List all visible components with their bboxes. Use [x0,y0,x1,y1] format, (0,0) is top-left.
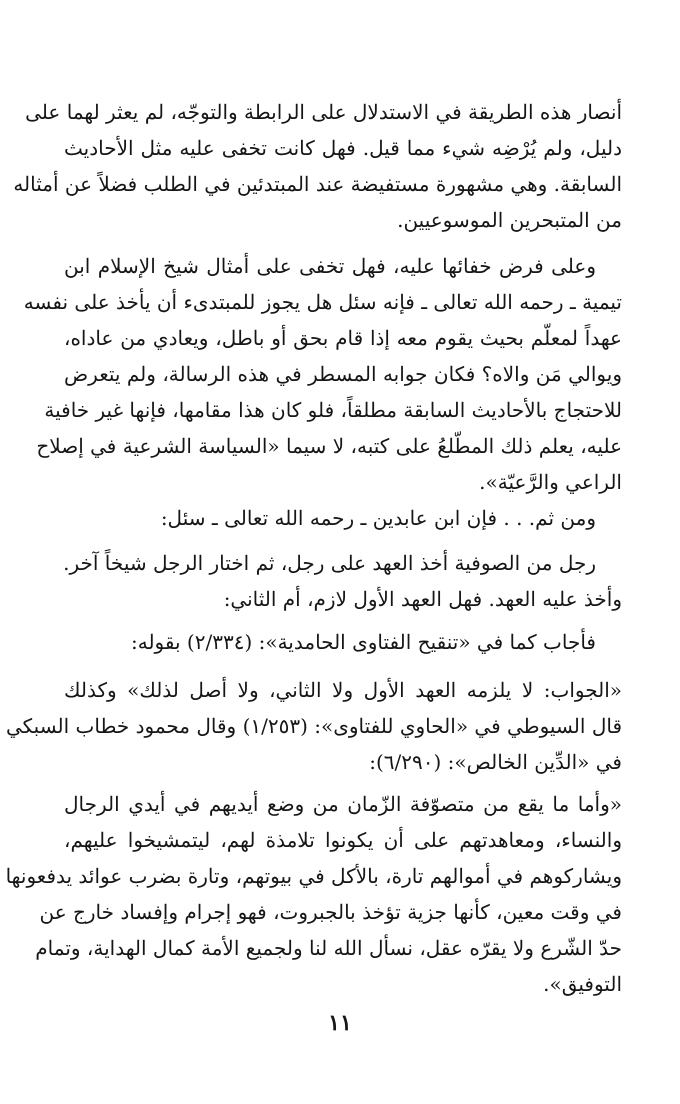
text-line: وأخذ عليه العهد. فهل العهد الأول لازم، أم الثاني: [223,587,622,611]
paragraph-2 [23,248,622,500]
text-line: في وقت معين، كأنها جزية تؤخذ بالجبروت، فهو إجرام وإفساد خارج عن [39,900,622,924]
text-line: تيمية ـ رحمه الله تعالى ـ فإنه سئل هل يجوز للمبتدىء أن يأخذ على نفسه [23,290,622,314]
paragraph-5 [64,624,622,660]
text-line: «الجواب: لا يلزمه العهد الأول ولا الثاني، ولا أصل لذلك» وكذلك [64,678,622,702]
paragraph-3 [64,500,622,536]
paragraph-4 [64,545,622,617]
text-line: عليه، يعلم ذلك المطّلعُ على كتبه، لا سيما «السياسة الشرعية في إصلاح [36,434,622,458]
text-line: فأجاب كما في «تنقيح الفتاوى الحامدية»: (٢/٣٣٤) بقوله: [131,630,596,654]
text-line: السابقة. وهي مشهورة مستفيضة عند المبتدئين في الطلب فضلاً عن أمثاله [13,172,622,196]
text-line: ومن ثم. . . فإن ابن عابدين ـ رحمه الله تعالى ـ سئل: [160,506,596,530]
paragraph-1 [13,94,622,238]
text-line: التوفيق». [543,972,622,996]
paragraph-7 [5,786,622,1002]
text-line: وعلى فرض خفائها عليه، فهل تخفى على أمثال شيخ الإسلام ابن [64,254,596,278]
page-number: ١١ [328,1010,352,1036]
text-line: والنساء، ومعاهدتهم على أن يكونوا تلامذة لهم، ليتمشيخوا عليهم، [64,828,622,852]
paragraph-6 [5,672,622,780]
text-line: في «الدِّين الخالص»: (٦/٢٩٠): [369,750,622,774]
text-line: ويوالي مَن والاه؟ فكان جوابه المسطر في هذه الرسالة، ولم يتعرض [64,362,622,386]
text-line: قال السيوطي في «الحاوي للفتاوى»: (١/٢٥٣) وقال محمود خطاب السبكي [5,714,622,738]
text-line: الراعي والرَّعيّة». [479,470,622,494]
text-line: دليل، ولم يُرْضِه شيء مما قيل. فهل كانت تخفى عليه مثل الأحاديث [64,136,622,160]
text-line: رجل من الصوفية أخذ العهد على رجل، ثم اختار الرجل شيخاً آخر. [63,551,596,575]
text-line: عهداً لمعلّم بحيث يقوم معه إذا قام بحق أو باطل، ويعادي من عاداه، [64,326,622,350]
text-line: «وأما ما يقع من متصوّفة الزّمان من وضع أيديهم في أيدي الرجال [64,792,622,816]
text-line: من المتبحرين الموسوعيين. [397,208,622,232]
text-line: أنصار هذه الطريقة في الاستدلال على الرابطة والتوجّه، لم يعثر لهما على [25,100,622,124]
text-line: للاحتجاج بالأحاديث السابقة مطلقاً، فلو كان هذا مقامها، فإنها غير خافية [44,398,622,422]
text-line: ويشاركوهم في أموالهم تارة، بالأكل في بيوتهم، وتارة بضرب عوائد يدفعونها [5,864,622,888]
text-line: حدّ الشّرع ولا يقرّه عقل، نسأل الله لنا ولجميع الأمة كمال الهداية، وتمام [35,936,622,960]
